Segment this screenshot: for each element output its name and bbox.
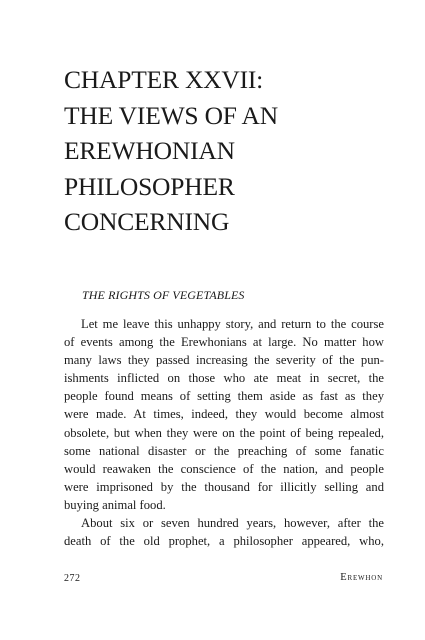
paragraph-line: obsolete, but when they were on the point of being repealed, (64, 425, 384, 440)
chapter-title-line: PHILOSOPHER (64, 171, 235, 201)
paragraph-line: many laws they passed increasing the severity of the pun- (64, 353, 384, 368)
paragraph-line: were made. At times, indeed, they would become almost (64, 407, 384, 422)
section-heading: THE RIGHTS OF VEGETABLES (82, 288, 245, 302)
paragraph-line: would reawaken the conscience of the nation, and people (64, 461, 384, 476)
running-head: Erewhon (340, 572, 383, 583)
page-number: 272 (64, 573, 81, 584)
paragraph-line: About six or seven hundred years, however, after the (81, 516, 384, 531)
chapter-title-line: CHAPTER XXVII: (64, 65, 264, 94)
paragraph-line: death of the old prophet, a philosopher appeared, who, (64, 534, 384, 549)
paragraph-line: ishments inflicted on those who ate meat in secret, the (64, 371, 384, 386)
paragraph-line: of events among the Erewhonians at large. No matter how (64, 335, 384, 350)
paragraph-line: buying animal food. (64, 497, 166, 512)
paragraph-line: people found means of setting them aside as fast as they (64, 389, 384, 404)
chapter-title-line: THE VIEWS OF AN (64, 100, 278, 130)
paragraph-line: Let me leave this unhappy story, and return to the course (81, 317, 384, 331)
paragraph-line: were imprisoned by the thousand for illicitly selling and (64, 479, 384, 494)
body-text (64, 315, 384, 550)
paragraph-line: some national disaster or the preaching of some fanatic (64, 443, 384, 458)
chapter-title-line: EREWHONIAN (64, 136, 235, 165)
chapter-title (64, 62, 384, 240)
chapter-title-line: CONCERNING (64, 207, 230, 236)
